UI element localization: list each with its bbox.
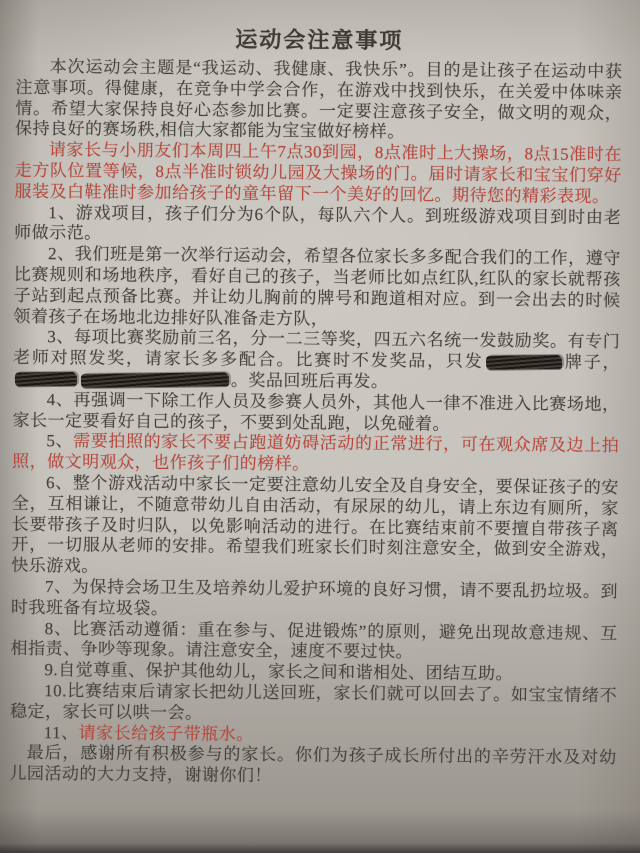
item-1 xyxy=(14,202,621,249)
arrival-notice-paragraph xyxy=(14,140,622,208)
text-run: 5、 xyxy=(46,431,74,451)
document-page xyxy=(9,24,623,790)
document-title: 运动会注意事项 xyxy=(235,26,404,54)
item-3 xyxy=(13,327,621,395)
text-run: 牌子， xyxy=(563,352,621,373)
text-run: 最后，感谢所有积极参与的家长。你们为孩子成长所付出的辛劳汗水及对幼儿园活动的大力支持，谢谢你们！ xyxy=(9,743,617,786)
item-6 xyxy=(11,473,619,582)
text-run: 本次运动会主题是“我运动、我健康、我快乐”。目的是让孩子在运动中获注意事项。得健康，在竞争中学会合作，在游戏中找到快乐，在关爱中体味亲情。希望大家保持良好心态参加比赛。一定要注意孩子安全，做文明的观众，保持良好的赛场秩,相信大家都能为宝宝做好榜样。 xyxy=(15,57,623,142)
text-run: 3、每项比赛奖励前三名，分一二三等奖，四五六名统一发鼓励奖。有专门老师对照发奖，请家长多多配合。比赛时不发奖品，只发 xyxy=(13,327,621,372)
item-2 xyxy=(13,244,621,332)
item-8 xyxy=(10,618,617,665)
document-paragraphs xyxy=(9,57,622,790)
photo-edge-shadow xyxy=(0,843,640,853)
text-run: 1、游戏项目，孩子们分为6个队，每队六个人。到班级游戏项目到时由老师做示范。 xyxy=(14,202,622,243)
text-run: 7、为保持会场卫生及培养幼儿爱护环境的良好习惯，请不要乱扔垃圾。到时我班备有垃圾袋。 xyxy=(10,577,619,618)
text-run: 。奖品回班后再发。 xyxy=(230,370,389,392)
text-run: 11、 xyxy=(43,722,79,742)
text-run: 请家长与小朋友们本周四上午7点30到园，8点准时上大操场，8点15准时在走方队位置等候，8点半准时锁幼儿园及大操场的门。届时请家长和宝宝们穿好服装及白鞋准时参加给孩子的童年留下一个美好的回忆。期待您的精彩表现。 xyxy=(14,140,622,206)
ink-scribble-redaction xyxy=(486,355,562,370)
intro-paragraph xyxy=(15,57,623,145)
item-7 xyxy=(11,577,618,624)
text-run: 请家长给孩子带瓶水。 xyxy=(78,722,254,744)
text-run: 需要拍照的家长不要占跑道妨碍活动的正常进行，可在观众席及边上拍照，做文明观众，也作孩子们的榜样。 xyxy=(12,431,620,474)
item-4 xyxy=(12,390,619,437)
text-run: 9.自觉尊重、保护其他幼儿，家长之间和谐相处、团结互助。 xyxy=(44,660,514,684)
ink-scribble-redaction xyxy=(15,372,77,387)
text-run: 6、整个游戏活动中家长一定要注意幼儿安全及自身安全，要保证孩子的安全，互相谦让，不随意带幼儿自由活动，有尿尿的幼儿，请上东边有厕所，家长要带孩子及时归队，以免影响活动的进行。在比赛结束前不要擅自带孩子离开，一切服从老师的安排。希望我们班家长们时刻注意安全，做到安全游戏，快乐游戏。 xyxy=(11,473,620,576)
ink-scribble-redaction xyxy=(81,372,229,388)
text-run: 2、我们班是第一次举行运动会，希望各位家长多多配合我们的工作，遵守比赛规则和场地秩序，看好自己的孩子，当老师比如点红队,红队的家长就帮孩子站到起点预备比赛。并让幼儿胸前的牌号和跑道相对应。到一会出去的时候领着孩子在场地北边排好队准备走方队， xyxy=(13,244,622,329)
closing-paragraph xyxy=(9,743,616,790)
text-run: 4、再强调一下除工作人员及参赛人员外，其他人一律不准进入比赛场地，家长一定要看好自己的孩子，不要到处乱跑，以免碰着。 xyxy=(12,389,620,434)
text-run: 10.比赛结束后请家长把幼儿送回班，家长们就可以回去了。如宝宝情绪不稳定，家长可以哄一会。 xyxy=(9,681,618,723)
item-5 xyxy=(12,431,619,478)
item-10 xyxy=(10,681,617,728)
text-run: 8、比赛活动遵循：重在参与、促进锻炼”的原则，避免出现故意违规、互相指责、争吵等现象。请注意安全，速度不要过快。 xyxy=(10,618,618,662)
